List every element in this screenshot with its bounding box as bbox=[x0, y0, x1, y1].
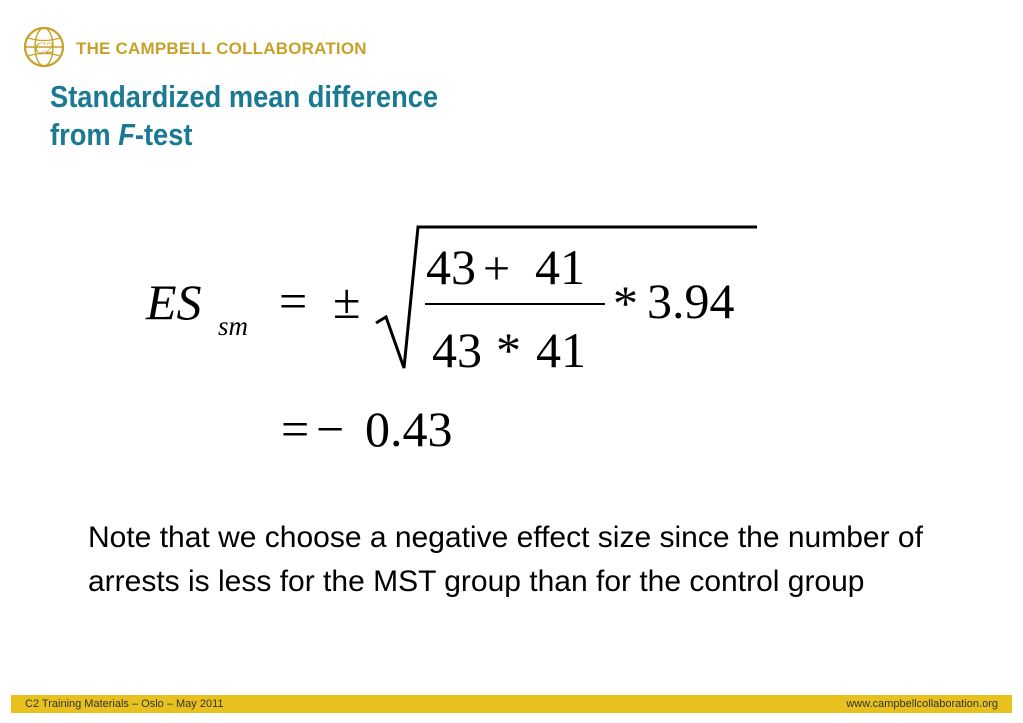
title-f-letter: F bbox=[118, 117, 135, 152]
explanation-note: Note that we choose a negative effect size since the number of arrests is less for the MST group than for the control group bbox=[88, 521, 923, 598]
lhs-es: ES bbox=[146, 274, 202, 330]
multiply-star: * bbox=[613, 275, 638, 331]
f-statistic-value: 3.94 bbox=[647, 273, 735, 329]
plus-minus-sign: ± bbox=[333, 273, 361, 329]
numerator-plus: + bbox=[483, 242, 511, 295]
denominator-a: 43 bbox=[432, 322, 482, 378]
title-test: -test bbox=[134, 117, 193, 152]
numerator-b: 41 bbox=[535, 239, 585, 295]
result-value: 0.43 bbox=[365, 401, 453, 457]
denominator-b: 41 bbox=[536, 322, 586, 378]
result-minus: − bbox=[316, 401, 345, 457]
organization-name: THE CAMPBELL COLLABORATION bbox=[76, 39, 367, 58]
numerator-a: 43 bbox=[426, 239, 476, 295]
title-line-1: Standardized mean difference bbox=[50, 79, 439, 114]
footer-bar bbox=[11, 695, 1012, 713]
equals-sign: = bbox=[279, 273, 308, 329]
logo-text: C2 bbox=[34, 40, 54, 57]
footer-left-text: C2 Training Materials – Oslo – May 2011 bbox=[25, 698, 224, 710]
footer-website-link[interactable]: www.campbellcollaboration.org bbox=[846, 698, 998, 710]
denominator-star: * bbox=[496, 322, 521, 378]
title-from: from bbox=[50, 117, 119, 152]
result-equals: = bbox=[281, 401, 310, 457]
lhs-subscript: sm bbox=[218, 311, 249, 341]
